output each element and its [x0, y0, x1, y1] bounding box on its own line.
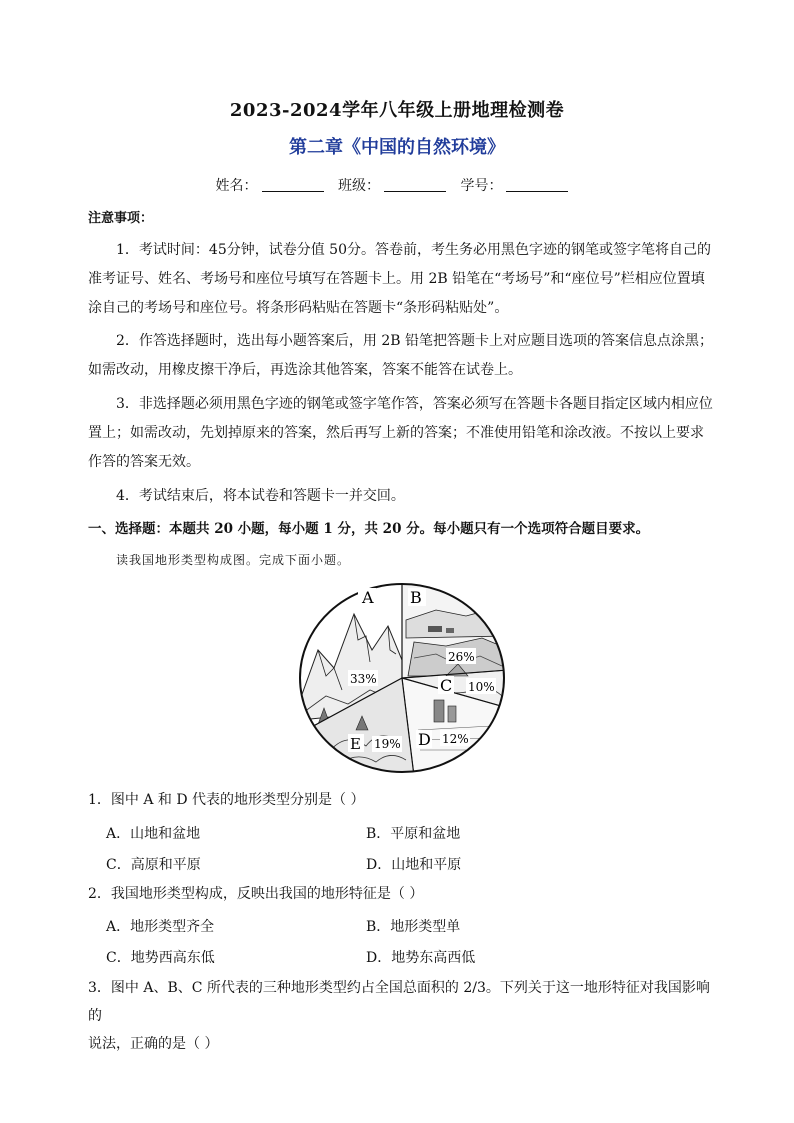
question-1-option-b[interactable]: B．平原和盆地	[366, 826, 461, 842]
notice-line: 如需改动，用橡皮擦干净后，再选涂其他答案，答案不能答在试卷上。	[88, 362, 522, 378]
label-a: A	[362, 588, 374, 607]
notice-line: 置上；如需改动，先划掉原来的答案，然后再写上新的答案；不准使用铅笔和涂改液。不按以上要求	[88, 425, 704, 441]
figure-intro: 读我国地形类型构成图。完成下面小题。	[116, 553, 351, 567]
notice-line: 涂自己的考场号和座位号。将条形码粘贴在答题卡“条形码粘贴处”。	[88, 300, 509, 316]
question-2-option-b[interactable]: B．地形类型单	[366, 919, 461, 935]
pct-d: 12%	[442, 732, 469, 746]
pct-b: 26%	[448, 650, 475, 664]
label-d: D	[418, 730, 431, 749]
pct-a: 33%	[350, 672, 377, 686]
question-1-option-d[interactable]: D．山地和平原	[366, 857, 462, 873]
label-c: C	[440, 676, 453, 695]
question-1-stem: 1．图中 A 和 D 代表的地形类型分别是（ ）	[88, 792, 365, 808]
question-2-option-c[interactable]: C．地势西高东低	[106, 950, 215, 966]
question-2-stem: 2．我国地形类型构成，反映出我国的地形特征是（ ）	[88, 886, 424, 902]
terrain-composition-figure	[296, 580, 508, 776]
question-1-option-a[interactable]: A．山地和盆地	[106, 826, 201, 842]
label-e: E	[350, 735, 361, 753]
id-label: 学号：	[460, 178, 503, 194]
id-blank[interactable]	[506, 177, 568, 192]
notice-item-2	[88, 327, 716, 385]
class-label: 班级：	[338, 178, 380, 194]
notice-line: 1．考试时间：45分钟，试卷分值 50分。答卷前，考生务必用黑色字迹的钢笔或签字笔将自己的	[116, 242, 711, 258]
question-2-option-a[interactable]: A．地形类型齐全	[106, 919, 215, 935]
notice-line: 4．考试结束后，将本试卷和答题卡一并交回。	[116, 488, 405, 504]
notice-line: 准考证号、姓名、考场号和座位号填写在答题卡上。用 2B 铅笔在“考场号”和“座位号”栏相应位置填	[88, 271, 705, 287]
question-3-line: 3．图中 A、B、C 所代表的三种地形类型约占全国总面积的 2/3。下列关于这一地形特征对我国影响的	[88, 980, 710, 1024]
section-heading: 一、选择题：本题共 20 小题，每小题 1 分，共 20 分。每小题只有一个选项符合题目要求。	[88, 521, 650, 537]
chapter-subtitle: 第二章《中国的自然环境》	[289, 137, 505, 158]
label-b: B	[410, 588, 422, 607]
pct-e: 19%	[374, 737, 401, 751]
notice-line: 3．非选择题必须用黑色字迹的钢笔或签字笔作答，答案必须写在答题卡各题目指定区域内相应位	[116, 396, 713, 412]
notice-line: 作答的答案无效。	[88, 454, 200, 470]
question-1-option-c[interactable]: C．高原和平原	[106, 857, 201, 873]
pct-c: 10%	[468, 680, 495, 694]
notice-line: 2．作答选择题时，选出每小题答案后，用 2B 铅笔把答题卡上对应题目选项的答案信息点涂黑；	[116, 333, 714, 349]
name-blank[interactable]	[262, 177, 324, 192]
exam-title: 2023-2024学年八年级上册地理检测卷	[229, 100, 565, 121]
notice-item-3	[88, 390, 716, 477]
notice-item-1	[88, 236, 716, 323]
class-blank[interactable]	[384, 177, 446, 192]
question-3-stem	[88, 974, 718, 1058]
student-info-row	[0, 175, 794, 195]
question-3-line: 说法，正确的是（ ）	[88, 1036, 219, 1052]
notice-heading: 注意事项：	[88, 211, 154, 226]
name-label: 姓名：	[215, 178, 258, 194]
question-2-option-d[interactable]: D．地势东高西低	[366, 950, 476, 966]
notice-item-4	[88, 482, 716, 511]
